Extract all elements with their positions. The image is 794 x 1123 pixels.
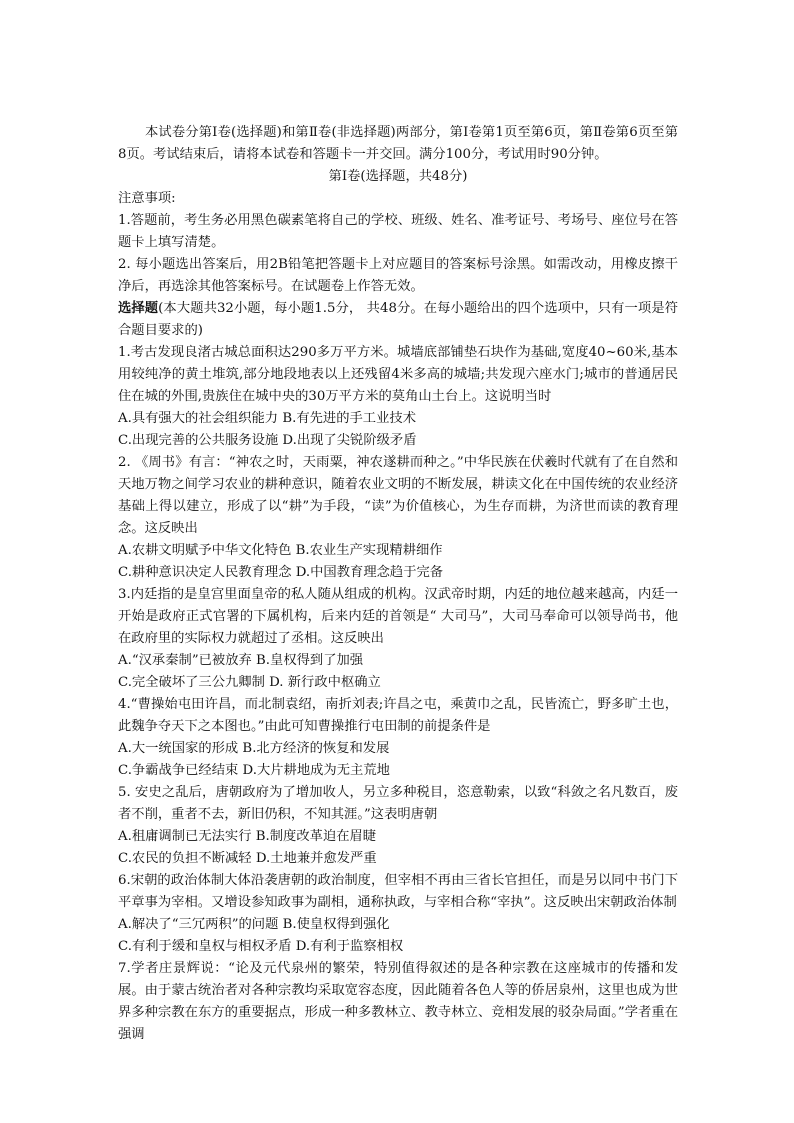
question-options: A.解决了“三冗两积”的问题 B.使皇权得到强化 [118,917,390,932]
question-4 [118,694,678,782]
question-stem: 1.考古发现良渚古城总面积达290多万平方米。城墙底部铺垫石块作为基础,宽度40~60米,基本用较纯净的黄土堆筑,部分地段地表以上还残留4米多高的城墙;共发现六座水门;城市的普通居民住在城的外围,贵族住在城中央的30万平方米的莫角山土台上。这说明当时 [118,345,678,404]
section-title: 第Ⅰ卷(选择题，共48分) [328,169,468,184]
question-options: C.有利于缓和皇权与相权矛盾 D.有利于监察相权 [118,939,404,954]
question-stem: 5. 安史之乱后，唐朝政府为了增加收人，另立多种税目，恣意勒索，以致“科敛之名凡数百，废者不削，重者不去，新旧仍积，不知其涯。”这表明唐朝 [118,785,678,822]
question-options: C.耕种意识决定人民教育理念 D.中国教育理念趋于完备 [118,565,444,580]
instructions-bold: 选择题 [118,301,159,316]
note-item: 2. 每小题选出答案后，用2B铅笔把答题卡上对应题目的答案标号涂黑。如需改动，用橡皮擦干净后，再选涂其他答案标号。在试题卷上作答无效。 [118,257,678,294]
intro-paragraph: 本试卷分第Ⅰ卷(选择题)和第Ⅱ卷(非选择题)两部分，第Ⅰ卷第1页至第6页，第Ⅱ卷第6页至第8页。考试结束后，请将本试卷和答题卡一并交回。满分100分，考试用时90分钟。 [118,125,678,162]
question-options: C.完全破坏了三公九卿制 D. 新行政中枢确立 [118,675,381,690]
question-stem: 4.“曹操始屯田许昌，而北制袁绍，南折刘表;许昌之屯，乘黄巾之乱，民皆流亡，野多旷土也，此魏争夺天下之本图也。”由此可知曹操推行屯田制的前提条件是 [118,697,678,734]
question-6 [118,870,678,958]
question-options: A.具有强大的社会组织能力 B.有先进的手工业技术 [118,411,416,426]
question-options: A.租庸调制已无法实行 B.制度改革迫在眉睫 [118,829,377,844]
note-item: 1.答题前，考生务必用黑色碳素笔将自己的学校、班级、姓名、准考证号、考场号、座位号在答题卡上填写清楚。 [118,213,678,250]
question-7 [118,958,678,1046]
instructions [118,298,678,342]
question-5 [118,782,678,870]
question-2 [118,452,678,584]
question-3 [118,584,678,694]
instructions-text: (本大题共32小题，每小题1.5分， 共48分。在每小题给出的四个选项中，只有一项是符合题目要求的) [118,301,678,338]
question-stem: 3.内廷指的是皇宫里面皇帝的私人随从组成的机构。汉武帝时期，内廷的地位越来越高，内廷一开始是政府正式官署的下属机构，后来内廷的首领是“ 大司马”，大司马奉命可以领导尚书，他在政府里的实际权力就超过了丞相。这反映出 [118,587,678,646]
question-options: A.“汉承秦制”已被放弃 B.皇权得到了加强 [118,653,364,668]
question-options: A.农耕文明赋予中华文化特色 B.农业生产实现精耕细作 [118,543,443,558]
question-stem: 6.宋朝的政治体制大体沿袭唐朝的政治制度，但宰相不再由三省长官担任，而是另以同中书门下平章事为宰相。又增设参知政事为副相，通称执政，与宰相合称“宰执”。这反映出宋朝政治体制 [118,873,678,910]
question-options: C.出现完善的公共服务设施 D.出现了尖锐阶级矛盾 [118,433,417,448]
question-options: C.农民的负担不断减轻 D.土地兼并愈发严重 [118,851,377,866]
question-options: C.争霸战争已经结束 D.大片耕地成为无主荒地 [118,763,390,778]
question-stem: 7.学者庄景辉说：“论及元代泉州的繁荣，特别值得叙述的是各种宗教在这座城市的传播和发展。由于蒙古统治者对各种宗教均采取宽容态度，因此随着各色人等的侨居泉州，这里也成为世界多种宗教在东方的重要据点，形成一种多教林立、教寺林立、竞相发展的驳杂局面。”学者重在强调 [118,961,678,1042]
question-1 [118,342,678,452]
question-options: A.大一统国家的形成 B.北方经济的恢复和发展 [118,741,390,756]
exam-page [118,122,678,1046]
question-stem: 2. 《周书》有言：“神农之时，天雨粟，神农遂耕而种之。”中华民族在伏羲时代就有了在自然和天地万物之间学习农业的耕种意识，随着农业文明的不断发展，耕读文化在中国传统的农业经济基础上得以建立，形成了以“耕”为手段，“读”为价值核心，为生存而耕，为济世而读的教育理念。这反映出 [118,455,678,536]
notes-title: 注意事项: [118,191,176,206]
